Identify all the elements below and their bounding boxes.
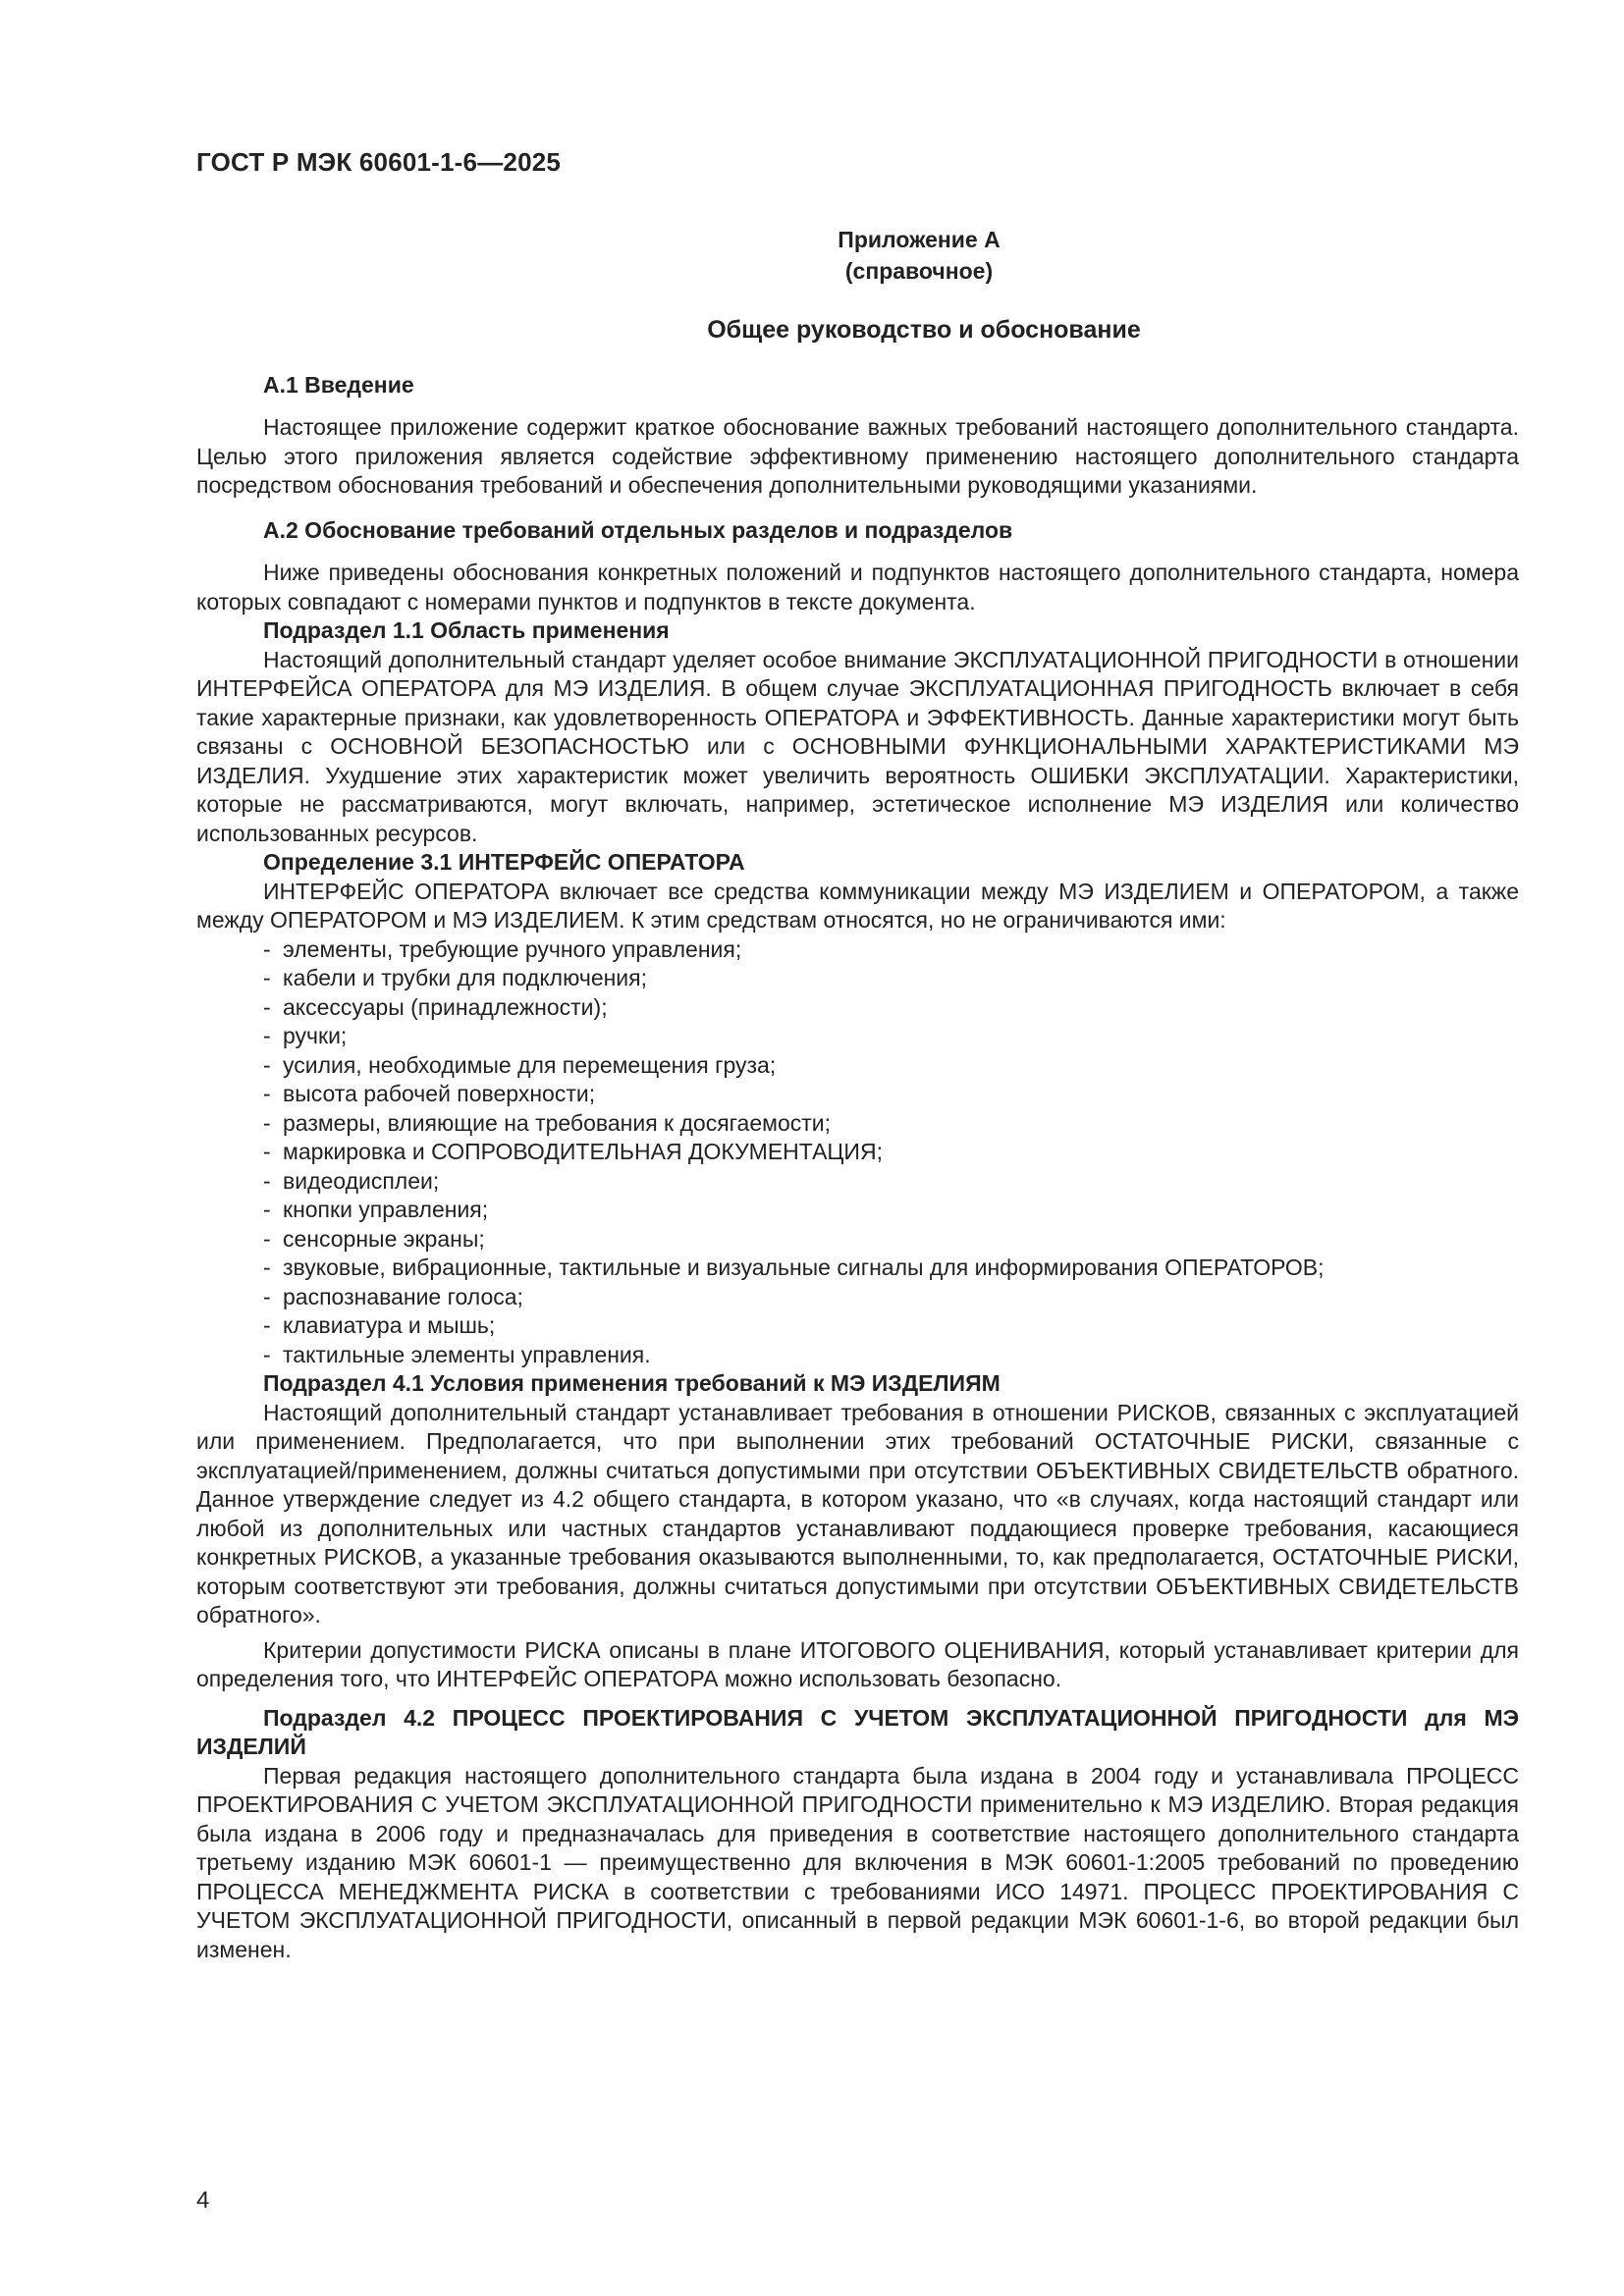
list-item: - ручки; <box>263 1022 1519 1051</box>
list-item: - звуковые, вибрационные, тактильные и визуальные сигналы для информирования ОПЕРАТОРОВ; <box>263 1254 1519 1283</box>
subsection-4-2-heading: Подраздел 4.2 ПРОЦЕСС ПРОЕКТИРОВАНИЯ С УЧЕТОМ ЭКСПЛУАТАЦИОННОЙ ПРИГОДНОСТИ для МЭ ИЗДЕЛИЙ <box>196 1704 1519 1759</box>
list-item: - кнопки управления; <box>263 1196 1519 1225</box>
list-item: - размеры, влияющие на требования к досягаемости; <box>263 1109 1519 1139</box>
subsection-4-1-criteria: Критерии допустимости РИСКА описаны в плане ИТОГОВОГО ОЦЕНИВАНИЯ, который устанавливает критерии для определения того, что ИНТЕРФЕЙС ОПЕРАТОРА можно использовать безопасно. <box>196 1636 1519 1691</box>
document-body <box>196 224 1519 1964</box>
section-a2-intro: Ниже приведены обоснования конкретных положений и подпунктов настоящего дополнительного стандарта, номера которых совпадают с номерами пунктов и подпунктов в тексте документа. <box>196 560 1519 614</box>
document-header: ГОСТ Р МЭК 60601-1-6—2025 <box>196 147 562 177</box>
list-item: - видеодисплеи; <box>263 1167 1519 1197</box>
subsection-1-1-text: Настоящий дополнительный стандарт уделяет особое внимание ЭКСПЛУАТАЦИОННОЙ ПРИГОДНОСТИ в отношении ИНТЕРФЕЙСА ОПЕРАТОРА для МЭ ИЗДЕЛИЯ. В общем случае ЭКСПЛУАТАЦИОННАЯ ПРИГОДНОСТЬ включает в себя такие характерные признаки, как удовлетворенность ОПЕРАТОРА и ЭФФЕКТИВНОСТЬ. Данные характеристики могут быть связаны с ОСНОВНОЙ БЕЗОПАСНОСТЬЮ или с ОСНОВНЫМИ ФУНКЦИОНАЛЬНЫМИ ХАРАКТЕРИСТИКАМИ МЭ ИЗДЕЛИЯ. Ухудшение этих характеристик может увеличить вероятность ОШИБКИ ЭКСПЛУАТАЦИИ. Характеристики, которые не рассматриваются, могут включать, например, эстетическое исполнение МЭ ИЗДЕЛИЯ или количество использованных ресурсов. <box>196 646 1519 846</box>
list-item: - высота рабочей поверхности; <box>263 1080 1519 1109</box>
subsection-1-1-heading: Подраздел 1.1 Область применения <box>263 617 670 643</box>
list-item: - маркировка и СОПРОВОДИТЕЛЬНАЯ ДОКУМЕНТАЦИЯ; <box>263 1138 1519 1167</box>
annex-title: Приложение А <box>838 227 1001 252</box>
list-item: - тактильные элементы управления. <box>263 1341 1519 1370</box>
subsection-4-1-text: Настоящий дополнительный стандарт устанавливает требования в отношении РИСКОВ, связанных с эксплуатацией или применением. Предполагается, что при выполнении этих требований ОСТАТОЧНЫЕ РИСКИ, связанные с эксплуатацией/применением, должны считаться допустимыми при отсутствии ОБЪЕКТИВНЫХ СВИДЕТЕЛЬСТВ обратного. Данное утверждение следует из 4.2 общего стандарта, в котором указано, что «в случаях, когда настоящий стандарт или любой из дополнительных или частных стандартов устанавливают поддающиеся проверке требования, касающиеся конкретных РИСКОВ, а указанные требования оказываются выполненными, то, как предполагается, ОСТАТОЧНЫЕ РИСКИ, которым соответствуют эти требования, должны считаться допустимыми при отсутствии ОБЪЕКТИВНЫХ СВИДЕТЕЛЬСТВ обратного». <box>196 1399 1519 1628</box>
section-a1-text: Настоящее приложение содержит краткое обоснование важных требований настоящего дополнительного стандарта. Целью этого приложения является содействие эффективному применению настоящего дополнительного стандарта посредством обоснования требований и обеспечения дополнительными руководящими указаниями. <box>196 414 1519 498</box>
page-number: 4 <box>196 2187 210 2214</box>
definition-3-1-heading: Определение 3.1 ИНТЕРФЕЙС ОПЕРАТОРА <box>263 849 745 875</box>
section-a2-heading: А.2 Обоснование требований отдельных разделов и подразделов <box>263 516 1013 543</box>
list-item: - аксессуары (принадлежности); <box>263 993 1519 1023</box>
subsection-4-1-heading: Подраздел 4.1 Условия применения требований к МЭ ИЗДЕЛИЯМ <box>263 1370 1001 1396</box>
annex-heading: Общее руководство и обоснование <box>707 316 1141 344</box>
definition-3-1-text: ИНТЕРФЕЙС ОПЕРАТОРА включает все средства коммуникации между МЭ ИЗДЕЛИЕМ и ОПЕРАТОРОМ, а также между ОПЕРАТОРОМ и МЭ ИЗДЕЛИЕМ. К этим средствам относятся, но не ограничиваются ими: <box>196 878 1519 933</box>
list-item: - усилия, необходимые для перемещения груза; <box>263 1051 1519 1081</box>
list-item: - кабели и трубки для подключения; <box>263 964 1519 993</box>
list-item: - элементы, требующие ручного управления; <box>263 935 1519 965</box>
annex-type: (справочное) <box>844 258 994 284</box>
list-item: - распознавание голоса; <box>263 1283 1519 1312</box>
list-item: - клавиатура и мышь; <box>263 1311 1519 1341</box>
subsection-4-2-text: Первая редакция настоящего дополнительного стандарта была издана в 2004 году и устанавливала ПРОЦЕСС ПРОЕКТИРОВАНИЯ С УЧЕТОМ ЭКСПЛУАТАЦИОННОЙ ПРИГОДНОСТИ применительно к МЭ ИЗДЕЛИЮ. Вторая редакция была издана в 2006 году и предназначалась для приведения в соответствие настоящего дополнительного стандарта третьему изданию МЭК 60601-1 — преимущественно для включения в МЭК 60601-1:2005 требований по проведению ПРОЦЕССА МЕНЕДЖМЕНТА РИСКА в соответствии с требованиями ИСО 14971. ПРОЦЕСС ПРОЕКТИРОВАНИЯ С УЧЕТОМ ЭКСПЛУАТАЦИОННОЙ ПРИГОДНОСТИ, описанный в первой редакции МЭК 60601-1-6, во второй редакции был изменен. <box>196 1762 1519 1962</box>
operator-interface-list <box>196 935 1519 1370</box>
section-a1-heading: А.1 Введение <box>263 371 414 398</box>
list-item: - сенсорные экраны; <box>263 1225 1519 1255</box>
